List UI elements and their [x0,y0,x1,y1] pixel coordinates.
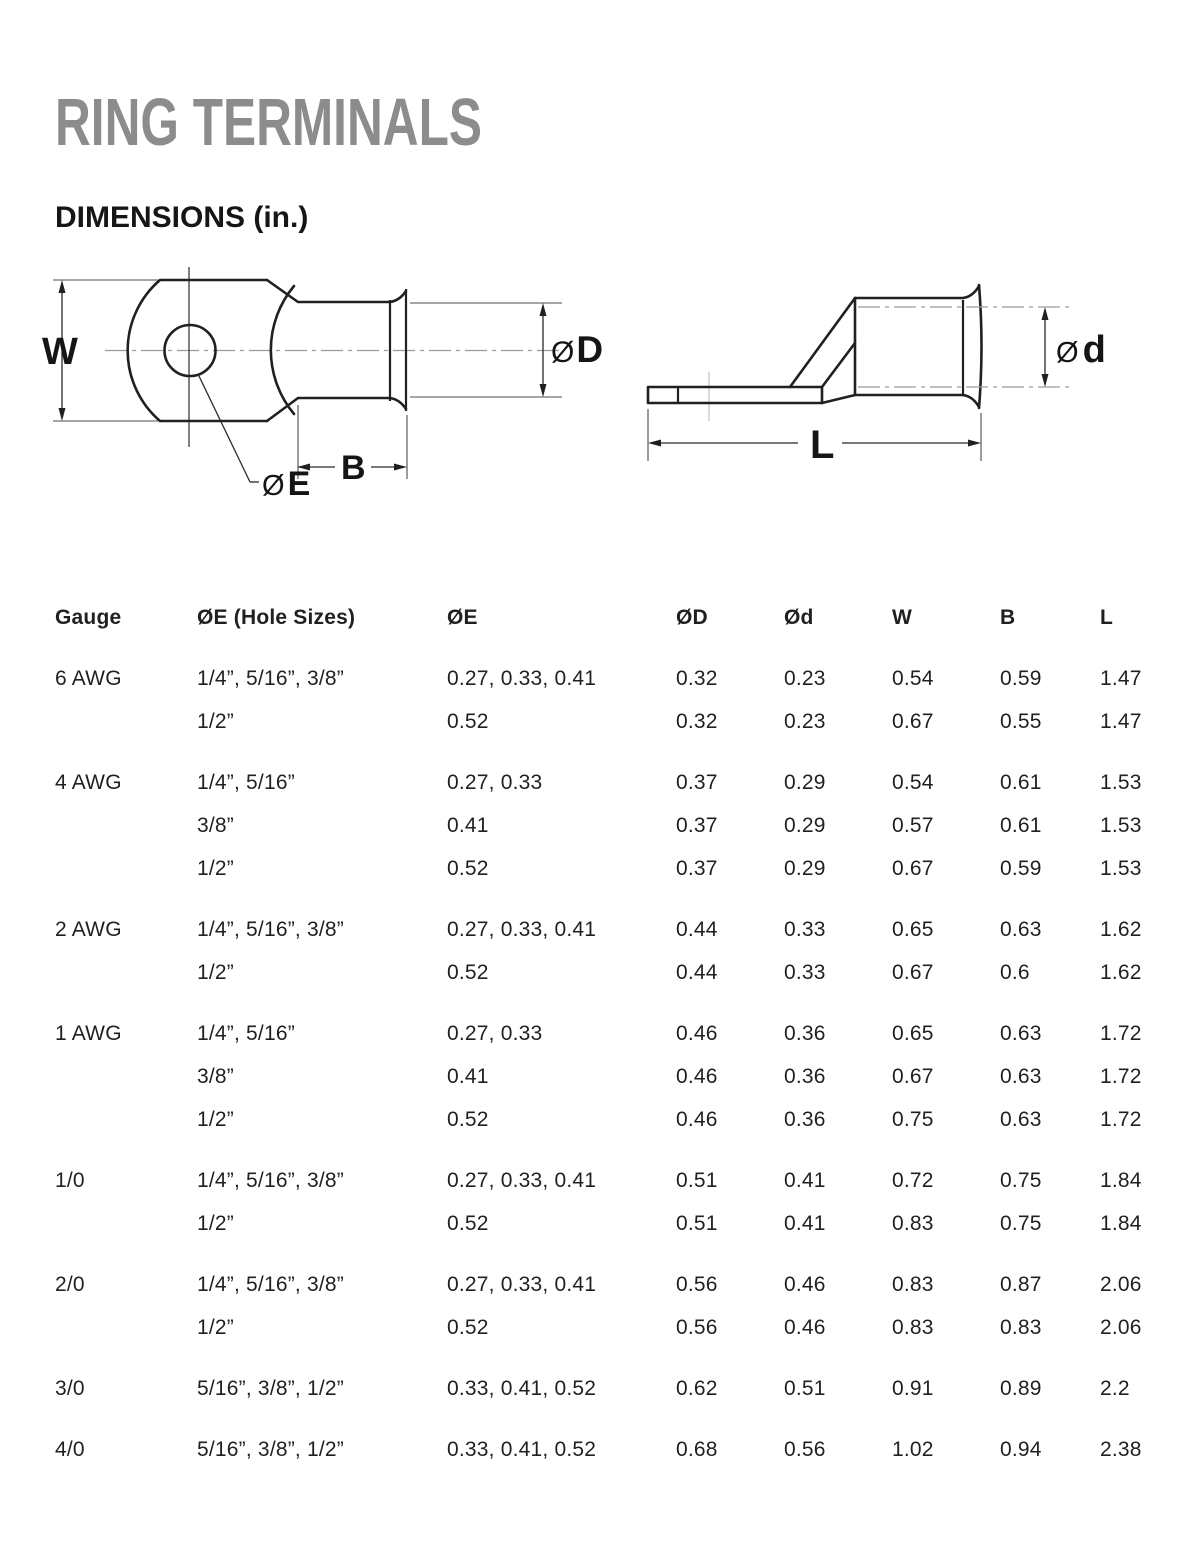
b-cell: 0.61 [1000,813,1042,837]
od-label: ØD [551,329,604,370]
od-cell: 0.46 [676,1064,718,1088]
table-row [55,908,1185,951]
hole-sizes-cell: 1/2” [197,1315,234,1339]
od-arrow-down [540,384,547,397]
oe-cell: 0.27, 0.33, 0.41 [447,666,597,690]
od-inner-cell: 0.33 [784,960,826,984]
hole-sizes-cell: 1/4”, 5/16” [197,1021,295,1045]
od-cell: 0.37 [676,856,718,880]
l-cell: 1.53 [1100,770,1142,794]
od-cell: 0.56 [676,1272,718,1296]
top-view-drawing [42,267,603,503]
table-row [55,804,1185,847]
odm-arrow-down [1042,374,1049,387]
hole-sizes-cell: 1/2” [197,856,234,880]
funnel-bottom-edge [822,395,855,403]
od-cell: 0.62 [676,1376,718,1400]
w-cell: 0.83 [892,1211,934,1235]
flare-bottom-lip [390,398,406,409]
od-inner-cell: 0.41 [784,1211,826,1235]
gauge-group [55,1263,1185,1349]
od-cell: 0.32 [676,666,718,690]
od-inner-cell: 0.23 [784,709,826,733]
oe-cell: 0.33, 0.41, 0.52 [447,1376,597,1400]
l-cell: 1.62 [1100,917,1142,941]
header-b: B [1000,605,1016,629]
table-row [55,1055,1185,1098]
od-cell: 0.44 [676,960,718,984]
b-cell: 0.63 [1000,1021,1042,1045]
b-cell: 0.94 [1000,1437,1042,1461]
l-cell: 1.84 [1100,1168,1142,1192]
w-cell: 0.91 [892,1376,934,1400]
b-cell: 0.63 [1000,1107,1042,1131]
od-inner-cell: 0.36 [784,1021,826,1045]
oe-cell: 0.41 [447,813,489,837]
oe-cell: 0.52 [447,1315,489,1339]
funnel-inner-edge [822,343,855,387]
table-row [55,657,1185,700]
header-od: ØD [676,605,708,629]
tongue-outline [648,387,822,403]
w-arrow-down [59,408,66,421]
b-cell: 0.63 [1000,917,1042,941]
w-cell: 0.67 [892,856,934,880]
od-cell: 0.51 [676,1211,718,1235]
hole-sizes-cell: 1/2” [197,960,234,984]
w-cell: 0.65 [892,1021,934,1045]
od-inner-cell: 0.56 [784,1437,826,1461]
flare-top-lip-side [963,286,979,298]
b-cell: 0.87 [1000,1272,1042,1296]
od-cell: 0.37 [676,813,718,837]
w-cell: 0.83 [892,1272,934,1296]
hole-sizes-cell: 3/8” [197,813,234,837]
l-cell: 2.2 [1100,1376,1130,1400]
gauge-cell: 4 AWG [55,770,122,794]
table-row [55,1159,1185,1202]
page-title: RING TERMINALS [55,85,482,160]
gauge-group [55,1367,1185,1410]
l-cell: 1.47 [1100,666,1142,690]
l-arrow-left [648,440,661,447]
w-cell: 0.67 [892,960,934,984]
od-inner-cell: 0.46 [784,1272,826,1296]
gauge-cell: 2 AWG [55,917,122,941]
gauge-group [55,1428,1185,1471]
b-cell: 0.55 [1000,709,1042,733]
table-header-row [55,596,1185,639]
w-cell: 0.75 [892,1107,934,1131]
od-inner-cell: 0.41 [784,1168,826,1192]
l-label: L [810,423,835,467]
w-cell: 0.57 [892,813,934,837]
side-view-drawing [648,285,1106,467]
oe-cell: 0.52 [447,1107,489,1131]
gauge-cell: 3/0 [55,1376,85,1400]
od-cell: 0.51 [676,1168,718,1192]
l-cell: 2.06 [1100,1315,1142,1339]
hole-sizes-cell: 5/16”, 3/8”, 1/2” [197,1437,344,1461]
oe-cell: 0.27, 0.33, 0.41 [447,917,597,941]
od-inner-cell: 0.51 [784,1376,826,1400]
b-cell: 0.61 [1000,770,1042,794]
od-inner-cell: 0.23 [784,666,826,690]
gauge-cell: 1/0 [55,1168,85,1192]
od-inner-cell: 0.29 [784,813,826,837]
table-row [55,1098,1185,1141]
dimensions-heading: DIMENSIONS (in.) [55,201,309,234]
table-row [55,1012,1185,1055]
terminal-drawings [40,255,1180,555]
gauge-group [55,761,1185,890]
l-cell: 1.84 [1100,1211,1142,1235]
b-arrow-right [394,464,407,471]
table-row [55,1428,1185,1471]
hole-sizes-cell: 1/2” [197,1211,234,1235]
od-inner-cell: 0.36 [784,1107,826,1131]
oe-cell: 0.52 [447,960,489,984]
l-cell: 1.53 [1100,856,1142,880]
w-cell: 0.72 [892,1168,934,1192]
header-gauge: Gauge [55,605,122,629]
od-inner-cell: 0.29 [784,856,826,880]
hole-sizes-cell: 1/2” [197,709,234,733]
hole-sizes-cell: 1/4”, 5/16”, 3/8” [197,1272,344,1296]
hole-sizes-cell: 1/4”, 5/16”, 3/8” [197,1168,344,1192]
table-row [55,1263,1185,1306]
flare-bottom-lip-side [963,395,979,407]
oe-cell: 0.27, 0.33 [447,1021,543,1045]
od-cell: 0.56 [676,1315,718,1339]
hole-sizes-cell: 1/4”, 5/16” [197,770,295,794]
b-cell: 0.59 [1000,666,1042,690]
od-cell: 0.68 [676,1437,718,1461]
b-cell: 0.6 [1000,960,1030,984]
gauge-group [55,1012,1185,1141]
od-inner-cell: 0.29 [784,770,826,794]
flare-end-edge-side [979,285,982,408]
l-cell: 2.38 [1100,1437,1142,1461]
funnel-top-edge [790,298,855,387]
gauge-group [55,657,1185,743]
w-cell: 1.02 [892,1437,934,1461]
hole-sizes-cell: 1/4”, 5/16”, 3/8” [197,917,344,941]
w-cell: 0.65 [892,917,934,941]
b-cell: 0.75 [1000,1168,1042,1192]
od-arrow-up [540,303,547,316]
od-cell: 0.46 [676,1021,718,1045]
spec-table-body [55,657,1185,1471]
w-arrow-up [59,280,66,293]
l-cell: 2.06 [1100,1272,1142,1296]
gauge-cell: 1 AWG [55,1021,122,1045]
l-cell: 1.72 [1100,1107,1142,1131]
oe-cell: 0.52 [447,1211,489,1235]
flare-top-lip [390,291,406,302]
b-cell: 0.63 [1000,1064,1042,1088]
w-cell: 0.83 [892,1315,934,1339]
header-oe: ØE [447,605,478,629]
oe-cell: 0.27, 0.33, 0.41 [447,1272,597,1296]
oe-cell: 0.33, 0.41, 0.52 [447,1437,597,1461]
b-cell: 0.75 [1000,1211,1042,1235]
gauge-cell: 4/0 [55,1437,85,1461]
table-row [55,1202,1185,1245]
dimensions-table [55,596,1185,1471]
gauge-cell: 6 AWG [55,666,122,690]
table-row [55,847,1185,890]
od-inner-cell: 0.46 [784,1315,826,1339]
od-cell: 0.32 [676,709,718,733]
l-arrow-right [968,440,981,447]
gauge-cell: 2/0 [55,1272,85,1296]
l-cell: 1.62 [1100,960,1142,984]
header-hole-sizes: ØE (Hole Sizes) [197,605,356,629]
oe-leader-line [198,374,250,482]
header-od-inner: Ød [784,605,814,629]
oe-cell: 0.52 [447,709,489,733]
b-cell: 0.59 [1000,856,1042,880]
gauge-group [55,908,1185,994]
header-l: L [1100,605,1114,629]
oe-cell: 0.52 [447,856,489,880]
odm-arrow-up [1042,307,1049,320]
oe-cell: 0.27, 0.33 [447,770,543,794]
header-w: W [892,605,913,629]
table-row [55,700,1185,743]
table-row [55,951,1185,994]
gauge-group [55,1159,1185,1245]
l-cell: 1.53 [1100,813,1142,837]
hole-sizes-cell: 1/2” [197,1107,234,1131]
hole-sizes-cell: 1/4”, 5/16”, 3/8” [197,666,344,690]
w-cell: 0.67 [892,709,934,733]
od-inner-cell: 0.33 [784,917,826,941]
l-cell: 1.72 [1100,1021,1142,1045]
hole-sizes-cell: 3/8” [197,1064,234,1088]
table-row [55,761,1185,804]
b-cell: 0.83 [1000,1315,1042,1339]
od-cell: 0.37 [676,770,718,794]
b-cell: 0.89 [1000,1376,1042,1400]
w-label: W [42,331,78,373]
table-row [55,1306,1185,1349]
w-cell: 0.54 [892,770,934,794]
hole-sizes-cell: 5/16”, 3/8”, 1/2” [197,1376,344,1400]
w-cell: 0.54 [892,666,934,690]
odm-label: Ø d [1056,329,1106,371]
table-row [55,1367,1185,1410]
w-cell: 0.67 [892,1064,934,1088]
b-label: B [341,449,366,487]
l-cell: 1.47 [1100,709,1142,733]
oe-cell: 0.27, 0.33, 0.41 [447,1168,597,1192]
od-cell: 0.44 [676,917,718,941]
oe-label: ØE [262,465,311,503]
od-inner-cell: 0.36 [784,1064,826,1088]
oe-cell: 0.41 [447,1064,489,1088]
l-cell: 1.72 [1100,1064,1142,1088]
od-cell: 0.46 [676,1107,718,1131]
